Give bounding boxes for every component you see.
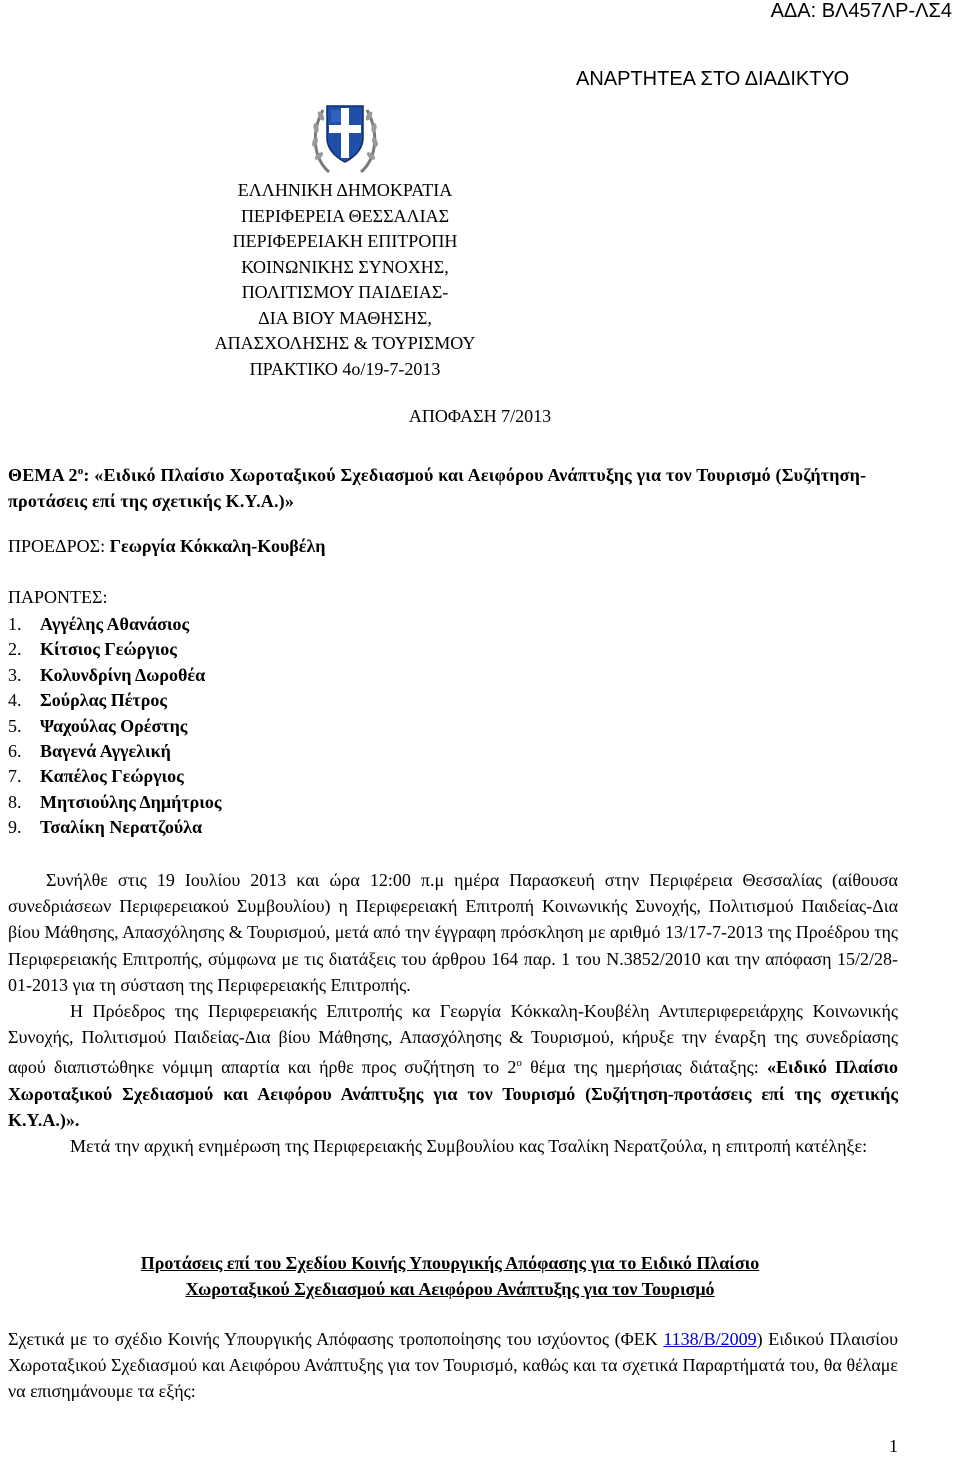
subject-heading (8, 458, 898, 514)
subject-text: : «Ειδικό Πλαίσιο Χωροταξικού Σχεδιασμού και Αειφόρου Ανάπτυξης για τον Τουρισμό (Συζήτηση-προτάσεις επί της σχετικής Κ.Υ.Α.)» (8, 465, 867, 511)
member-number: 1. (8, 614, 22, 634)
minutes-reference: ΠΡΑΚΤΙΚΟ 4ο/19-7-2013 (249, 358, 441, 379)
header-line: ΚΟΙΝΩΝΙΚΗΣ ΣΥΝΟΧΗΣ, (241, 256, 449, 277)
header-line: ΠΕΡΙΦΕΡΕΙΑΚΗ ΕΠΙΤΡΟΠΗ (232, 231, 458, 251)
member-number: 8. (8, 791, 22, 812)
chair-label: ΠΡΟΕΔΡΟΣ: (8, 536, 106, 556)
member-number: 6. (8, 741, 22, 762)
regarding-text: Σχετικά με το σχέδιο Κοινής Υπουργικής Απόφασης τροποποίησης του ισχύοντος (ΦΕΚ (8, 1329, 664, 1349)
regarding-text-2: ) Ειδικού Πλαισίου Χωροταξικού Σχεδιασμού και Αειφόρου Ανάπτυξης για τον Τουρισμό, καθώς και τα σχετικά Παραρτήματά του, θα θέλαμε να επισημάνουμε τα εξής: (8, 1329, 899, 1401)
subject-superscript: ο (77, 465, 84, 477)
member-number: 5. (8, 715, 22, 736)
issuer-header (160, 178, 530, 382)
document-code: ΑΔΑ: ΒΛ457ΛΡ-ΛΣ4 (770, 0, 952, 22)
header-line: ΑΠΑΣΧΟΛΗΣΗΣ & ΤΟΥΡΙΣΜΟΥ (214, 333, 476, 353)
paragraph-briefing: Μετά την αρχική ενημέρωση της Περιφερειακής Συμβουλίου κας Τσαλίκη Νερατζούλα, η επιτροπή κατέληξε: (70, 1136, 868, 1157)
member-item (8, 663, 221, 688)
member-item (8, 688, 221, 713)
page-number: 1 (889, 1436, 898, 1456)
paragraph-convening: Συνήλθε στις 19 Ιουλίου 2013 και ώρα 12:00 π.μ ημέρα Παρασκευή στην Περιφέρεια Θεσσαλίας (αίθουσα συνεδριάσεων Περιφερειακού Συμβουλίου) η Περιφερειακή Επιτροπή Κοινωνικής Συνοχής, Πολιτισμού Παιδείας-Δια βίου Μάθησης, Απασχόλησης & Τουρισμού, μετά από την έγγραφη πρόσκληση με αριθμό 13/17-7-2013 της Προέδρου της Περιφερειακής Επιτροπής, σύμφωνα με τις διατάξεις του άρθρου 164 παρ. 1 του Ν.3852/2010 και την απόφαση 15/2/28-01-2013 για τη σύσταση της Περιφερειακής Επιτροπής. (8, 870, 898, 995)
member-number: 9. (8, 817, 22, 838)
member-name: Σούρλας Πέτρος (40, 690, 167, 711)
proposal-title (0, 1250, 900, 1302)
opening-superscript: ο (516, 1057, 522, 1070)
member-name: Κολυνδρίνη Δωροθέα (40, 664, 206, 685)
opening-text: Η Πρόεδρος της Περιφερειακής Επιτροπής κα Γεωργία Κόκκαλη-Κουβέλη Αντιπεριφερειάρχης Κοινωνικής Συνοχής, Πολιτισμού Παιδείας-Δια βίου Μάθησης, Απασχόλησης & Τουρισμού, κήρυξε την έναρξη της συνεδρίασης αφού διαπιστώθηκε νόμιμη απαρτία και ήρθε προς συζήτηση το 2 (8, 1001, 898, 1078)
header-line: ΔΙΑ ΒΙΟΥ ΜΑΘΗΣΗΣ, (258, 307, 432, 328)
proposal-title-line: Προτάσεις επί του Σχεδίου Κοινής Υπουργικής Απόφασης για το Ειδικό Πλαίσιο (140, 1253, 760, 1273)
member-item (8, 612, 221, 637)
members-list (8, 612, 221, 841)
opening-text-2: θέμα της ημερήσιας διάταξης: (521, 1057, 767, 1078)
member-name: Τσαλίκη Νερατζούλα (40, 817, 203, 838)
member-name: Ψαχούλας Ορέστης (40, 715, 188, 736)
proposal-title-line: Χωροταξικού Σχεδιασμού και Αειφόρου Ανάπτυξης για τον Τουρισμό (185, 1279, 715, 1299)
header-line: ΕΛΛΗΝΙΚΗ ΔΗΜΟΚΡΑΤΙΑ (237, 180, 453, 200)
member-name: Καπέλος Γεώργιος (40, 766, 184, 787)
chair-line (8, 536, 326, 557)
member-item (8, 637, 221, 662)
chair-name: Γεωργία Κόκκαλη-Κουβέλη (109, 536, 326, 556)
member-item (8, 739, 221, 764)
body-text (8, 867, 898, 1159)
member-number: 2. (8, 639, 22, 660)
subject-prefix: ΘΕΜΑ 2 (8, 465, 78, 485)
member-name: Κίτσιος Γεώργιος (40, 639, 177, 660)
member-number: 7. (8, 766, 22, 787)
member-name: Αγγέλης Αθανάσιος (40, 614, 190, 634)
decision-number: ΑΠΟΦΑΣΗ 7/2013 (408, 406, 552, 426)
header-line: ΠΟΛΙΤΙΣΜΟΥ ΠΑΙΔΕΙΑΣ- (241, 282, 449, 302)
fek-link[interactable]: 1138/Β/2009 (663, 1329, 757, 1349)
topic-title-bold: «Ειδικό Πλαίσιο Χωροταξικού Σχεδιασμού και Αειφόρου Ανάπτυξης για τον Τουρισμό (Συζήτηση-προτάσεις επί της σχετικής Κ.Υ.Α.)». (8, 1057, 898, 1130)
member-item (8, 790, 221, 815)
header-line: ΠΕΡΙΦΕΡΕΙΑ ΘΕΣΣΑΛΙΑΣ (240, 205, 450, 226)
member-item (8, 815, 221, 840)
member-item (8, 714, 221, 739)
member-name: Βαγενά Αγγελική (40, 741, 171, 762)
member-item (8, 764, 221, 789)
greek-coat-of-arms-icon (307, 92, 383, 180)
member-number: 3. (8, 664, 22, 685)
paragraph-opening (8, 998, 898, 1133)
member-number: 4. (8, 690, 22, 711)
present-label: ΠΑΡΟΝΤΕΣ: (8, 587, 108, 607)
paragraph-regarding (8, 1326, 898, 1404)
member-name: Μητσιούλης Δημήτριος (40, 791, 222, 812)
posted-online-label: ΑΝΑΡΤΗΤΕΑ ΣΤΟ ΔΙΑΔΙΚΤΥΟ (576, 68, 850, 90)
